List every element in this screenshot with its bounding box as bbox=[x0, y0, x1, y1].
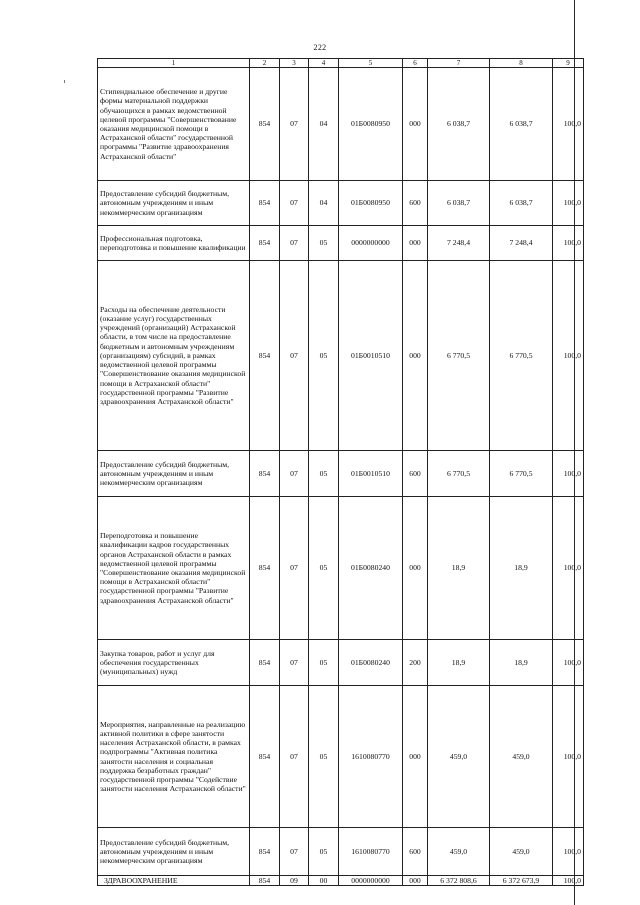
execution-percent: 100,0 bbox=[553, 640, 584, 686]
section-code: 07 bbox=[280, 261, 309, 451]
section-code: 07 bbox=[280, 497, 309, 640]
table-row bbox=[98, 828, 584, 876]
expense-type-code: 200 bbox=[403, 640, 428, 686]
table-row bbox=[98, 640, 584, 686]
ministry-code: 854 bbox=[250, 181, 280, 226]
subsection-code: 05 bbox=[309, 828, 339, 876]
planned-amount: 459,0 bbox=[428, 828, 490, 876]
planned-amount: 6 038,7 bbox=[428, 68, 490, 181]
table-row bbox=[98, 497, 584, 640]
section-code: 07 bbox=[280, 686, 309, 828]
expense-name: Мероприятия, направленные на реализацию активной политики в сфере занятости населения Астраханской области, в рамках подпрограммы "Активная политика занятости населения и социальная поддержка безработных граждан" государственной программы "Содействие занятости населения Астраханской области" bbox=[98, 686, 250, 828]
expense-type-code: 600 bbox=[403, 828, 428, 876]
section-code: 07 bbox=[280, 181, 309, 226]
subsection-code: 05 bbox=[309, 640, 339, 686]
expense-type-code: 000 bbox=[403, 226, 428, 261]
expense-type-code: 000 bbox=[403, 261, 428, 451]
ministry-code: 854 bbox=[250, 640, 280, 686]
subsection-code: 04 bbox=[309, 68, 339, 181]
subsection-code: 05 bbox=[309, 686, 339, 828]
expense-type-code: 600 bbox=[403, 181, 428, 226]
ministry-code: 854 bbox=[250, 226, 280, 261]
actual-amount: 18,9 bbox=[490, 640, 553, 686]
ministry-code: 854 bbox=[250, 686, 280, 828]
execution-percent: 100,0 bbox=[553, 181, 584, 226]
execution-percent: 100,0 bbox=[553, 497, 584, 640]
target-code: 01Б0010510 bbox=[339, 451, 403, 497]
expense-type-code: 000 bbox=[403, 686, 428, 828]
ministry-code: 854 bbox=[250, 828, 280, 876]
target-code: 01Б0080240 bbox=[339, 497, 403, 640]
column-header: 8 bbox=[490, 59, 553, 68]
column-header: 4 bbox=[309, 59, 339, 68]
section-code: 07 bbox=[280, 828, 309, 876]
expense-name: Предоставление субсидий бюджетным, автономным учреждениям и иным некоммерческим организациям bbox=[98, 451, 250, 497]
actual-amount: 459,0 bbox=[490, 686, 553, 828]
expense-name: Расходы на обеспечение деятельности (оказание услуг) государственных учреждений (организаций) Астраханской области, в том числе на предоставление бюджетным и автономным учреждениям (организациям) субсидий, в рамках ведомственной целевой программы "Совершенствование оказания медицинской помощи в Астраханской области" государственной программы "Развитие здравоохранения Астраханской области" bbox=[98, 261, 250, 451]
table-row bbox=[98, 686, 584, 828]
expense-type-code: 000 bbox=[403, 68, 428, 181]
planned-amount: 459,0 bbox=[428, 686, 490, 828]
target-code: 0000000000 bbox=[339, 876, 403, 886]
subsection-code: 04 bbox=[309, 181, 339, 226]
expense-name: Профессиональная подготовка, переподготовка и повышение квалификации bbox=[98, 226, 250, 261]
expense-name: Предоставление субсидий бюджетным, автономным учреждениям и иным некоммерческим организациям bbox=[98, 828, 250, 876]
ministry-code: 854 bbox=[250, 451, 280, 497]
actual-amount: 6 038,7 bbox=[490, 68, 553, 181]
column-header: 3 bbox=[280, 59, 309, 68]
subsection-code: 00 bbox=[309, 876, 339, 886]
page-number: 222 bbox=[313, 43, 327, 52]
expense-name: Предоставление субсидий бюджетным, автономным учреждениям и иным некоммерческим организациям bbox=[98, 181, 250, 226]
table-row bbox=[98, 876, 584, 886]
section-code: 07 bbox=[280, 451, 309, 497]
ministry-code: 854 bbox=[250, 497, 280, 640]
actual-amount: 6 770,5 bbox=[490, 451, 553, 497]
column-header: 7 bbox=[428, 59, 490, 68]
expense-name: Переподготовка и повышение квалификации кадров государственных органов Астраханской области в рамках ведомственной целевой программы "Совершенствование оказания медицинской помощи в Астраханской области" государственной программы "Развитие здравоохранения Астраханской области" bbox=[98, 497, 250, 640]
ministry-code: 854 bbox=[250, 876, 280, 886]
execution-percent: 100,0 bbox=[553, 828, 584, 876]
subsection-code: 05 bbox=[309, 226, 339, 261]
actual-amount: 459,0 bbox=[490, 828, 553, 876]
budget-table bbox=[97, 58, 584, 886]
planned-amount: 6 372 808,6 bbox=[428, 876, 490, 886]
execution-percent: 100,0 bbox=[553, 686, 584, 828]
table-row bbox=[98, 68, 584, 181]
table-row bbox=[98, 261, 584, 451]
target-code: 01Б0010510 bbox=[339, 261, 403, 451]
section-code: 07 bbox=[280, 226, 309, 261]
target-code: 1610080770 bbox=[339, 686, 403, 828]
actual-amount: 7 248,4 bbox=[490, 226, 553, 261]
expense-name: Закупка товаров, работ и услуг для обеспечения государственных (муниципальных) нужд bbox=[98, 640, 250, 686]
table-row bbox=[98, 451, 584, 497]
section-code: 09 bbox=[280, 876, 309, 886]
planned-amount: 7 248,4 bbox=[428, 226, 490, 261]
target-code: 0000000000 bbox=[339, 226, 403, 261]
execution-percent: 100,0 bbox=[553, 261, 584, 451]
expense-type-code: 000 bbox=[403, 876, 428, 886]
execution-percent: 100,0 bbox=[553, 68, 584, 181]
expense-name: ЗДРАВООХРАНЕНИЕ bbox=[98, 876, 250, 886]
ministry-code: 854 bbox=[250, 68, 280, 181]
execution-percent: 100,0 bbox=[553, 226, 584, 261]
planned-amount: 18,9 bbox=[428, 640, 490, 686]
table-row bbox=[98, 181, 584, 226]
target-code: 01Б0080950 bbox=[339, 68, 403, 181]
actual-amount: 6 770,5 bbox=[490, 261, 553, 451]
target-code: 01Б0080240 bbox=[339, 640, 403, 686]
target-code: 01Б0080950 bbox=[339, 181, 403, 226]
column-header: 6 bbox=[403, 59, 428, 68]
column-header: 9 bbox=[553, 59, 584, 68]
ministry-code: 854 bbox=[250, 261, 280, 451]
actual-amount: 18,9 bbox=[490, 497, 553, 640]
column-header-row bbox=[98, 59, 584, 68]
subsection-code: 05 bbox=[309, 497, 339, 640]
subsection-code: 05 bbox=[309, 261, 339, 451]
expense-type-code: 600 bbox=[403, 451, 428, 497]
column-header: 1 bbox=[98, 59, 250, 68]
planned-amount: 6 038,7 bbox=[428, 181, 490, 226]
actual-amount: 6 372 673,9 bbox=[490, 876, 553, 886]
planned-amount: 18,9 bbox=[428, 497, 490, 640]
execution-percent: 100,0 bbox=[553, 876, 584, 886]
actual-amount: 6 038,7 bbox=[490, 181, 553, 226]
target-code: 1610080770 bbox=[339, 828, 403, 876]
column-header: 5 bbox=[339, 59, 403, 68]
subsection-code: 05 bbox=[309, 451, 339, 497]
section-code: 07 bbox=[280, 640, 309, 686]
expense-type-code: 000 bbox=[403, 497, 428, 640]
margin-speck bbox=[64, 80, 65, 83]
column-header: 2 bbox=[250, 59, 280, 68]
planned-amount: 6 770,5 bbox=[428, 451, 490, 497]
section-code: 07 bbox=[280, 68, 309, 181]
table-row bbox=[98, 226, 584, 261]
planned-amount: 6 770,5 bbox=[428, 261, 490, 451]
execution-percent: 100,0 bbox=[553, 451, 584, 497]
expense-name: Стипендиальное обеспечение и другие формы материальной поддержки обучающихся в рамках ведомственной целевой программы "Совершенствование оказания медицинской помощи в Астраханской области" государственной программы "Развитие здравоохранения Астраханской области" bbox=[98, 68, 250, 181]
